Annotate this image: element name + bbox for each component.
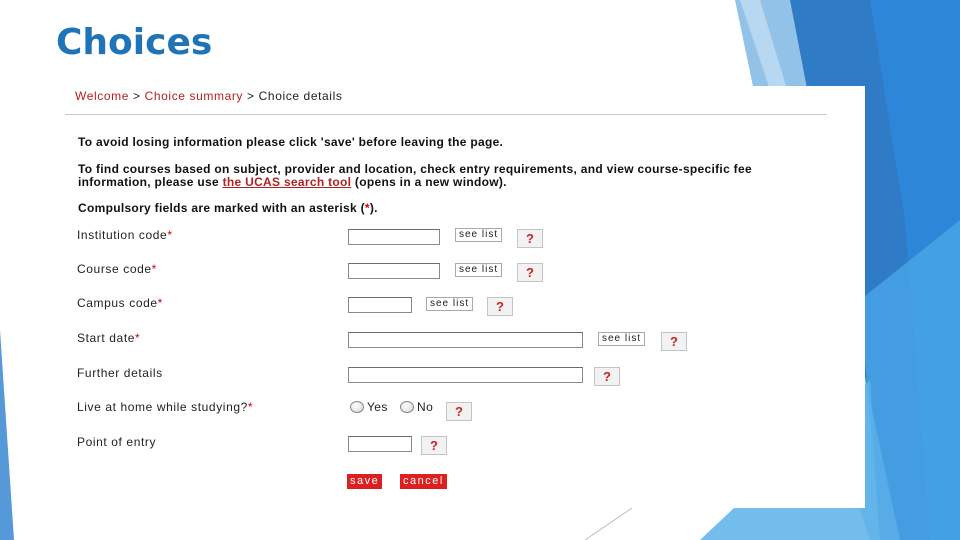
divider <box>65 114 827 115</box>
further-details-label <box>77 366 163 380</box>
campus-code-label <box>77 296 163 310</box>
breadcrumb-current: Choice details <box>258 89 343 103</box>
live-at-home-label <box>77 400 253 414</box>
start-date-label-text: Start date <box>77 331 136 345</box>
further-details-help-icon[interactable]: ? <box>594 367 620 386</box>
cancel-button[interactable]: cancel <box>400 474 447 489</box>
campus-code-help-icon[interactable]: ? <box>487 297 513 316</box>
required-marker: * <box>151 262 157 276</box>
search-tool-notice <box>78 163 818 189</box>
course-code-see-list-button[interactable]: see list <box>455 263 502 277</box>
ucas-search-tool-link[interactable]: the UCAS search tool <box>222 175 352 189</box>
start-date-label <box>77 331 140 345</box>
required-marker: * <box>167 228 173 242</box>
start-date-see-list-button[interactable]: see list <box>598 332 645 346</box>
compulsory-notice <box>78 202 818 215</box>
live-at-home-yes-radio[interactable] <box>350 401 364 413</box>
search-tool-suffix: (opens in a new window). <box>351 175 507 189</box>
campus-code-label-text: Campus code <box>77 296 158 310</box>
asterisk-symbol: * <box>364 201 370 215</box>
required-marker: * <box>157 296 163 310</box>
breadcrumb-separator: > <box>247 89 255 103</box>
search-tool-text: To find courses based on subject, provider and location, check entry requirements, and view course-specific fee information, please use <box>78 162 752 189</box>
point-of-entry-label <box>77 435 156 449</box>
start-date-input[interactable] <box>348 332 583 348</box>
course-code-label <box>77 262 157 276</box>
point-of-entry-label-text: Point of entry <box>77 435 157 449</box>
point-of-entry-help-icon[interactable]: ? <box>421 436 447 455</box>
live-at-home-help-icon[interactable]: ? <box>446 402 472 421</box>
required-marker: * <box>135 331 141 345</box>
further-details-input[interactable] <box>348 367 583 383</box>
compulsory-text: Compulsory fields are marked with an asterisk ( <box>78 201 365 215</box>
course-code-input[interactable] <box>348 263 440 279</box>
breadcrumb-welcome[interactable]: Welcome <box>75 89 129 103</box>
breadcrumb-separator: > <box>133 89 141 103</box>
course-code-help-icon[interactable]: ? <box>517 263 543 282</box>
institution-code-see-list-button[interactable]: see list <box>455 228 502 242</box>
institution-code-label-text: Institution code <box>77 228 168 242</box>
compulsory-suffix: ). <box>369 201 378 215</box>
campus-code-see-list-button[interactable]: see list <box>426 297 473 311</box>
live-at-home-label-text: Live at home while studying? <box>77 400 248 414</box>
breadcrumb-choice-summary[interactable]: Choice summary <box>144 89 244 103</box>
live-at-home-no-radio[interactable] <box>400 401 414 413</box>
start-date-help-icon[interactable]: ? <box>661 332 687 351</box>
live-at-home-no-label[interactable]: No <box>417 400 434 414</box>
institution-code-input[interactable] <box>348 229 440 245</box>
required-marker: * <box>247 400 254 414</box>
campus-code-input[interactable] <box>348 297 412 313</box>
live-at-home-yes-label[interactable]: Yes <box>367 400 388 414</box>
choice-details-panel <box>55 86 865 508</box>
course-code-label-text: Course code <box>77 262 152 276</box>
slide-title: Choices <box>56 22 213 63</box>
institution-code-label <box>77 228 173 242</box>
further-details-label-text: Further details <box>77 366 163 380</box>
save-notice: To avoid losing information please click 'save' before leaving the page. <box>78 135 504 149</box>
breadcrumb <box>75 89 342 103</box>
point-of-entry-input[interactable] <box>348 436 412 452</box>
institution-code-help-icon[interactable]: ? <box>517 229 543 248</box>
save-button[interactable]: save <box>347 474 382 489</box>
